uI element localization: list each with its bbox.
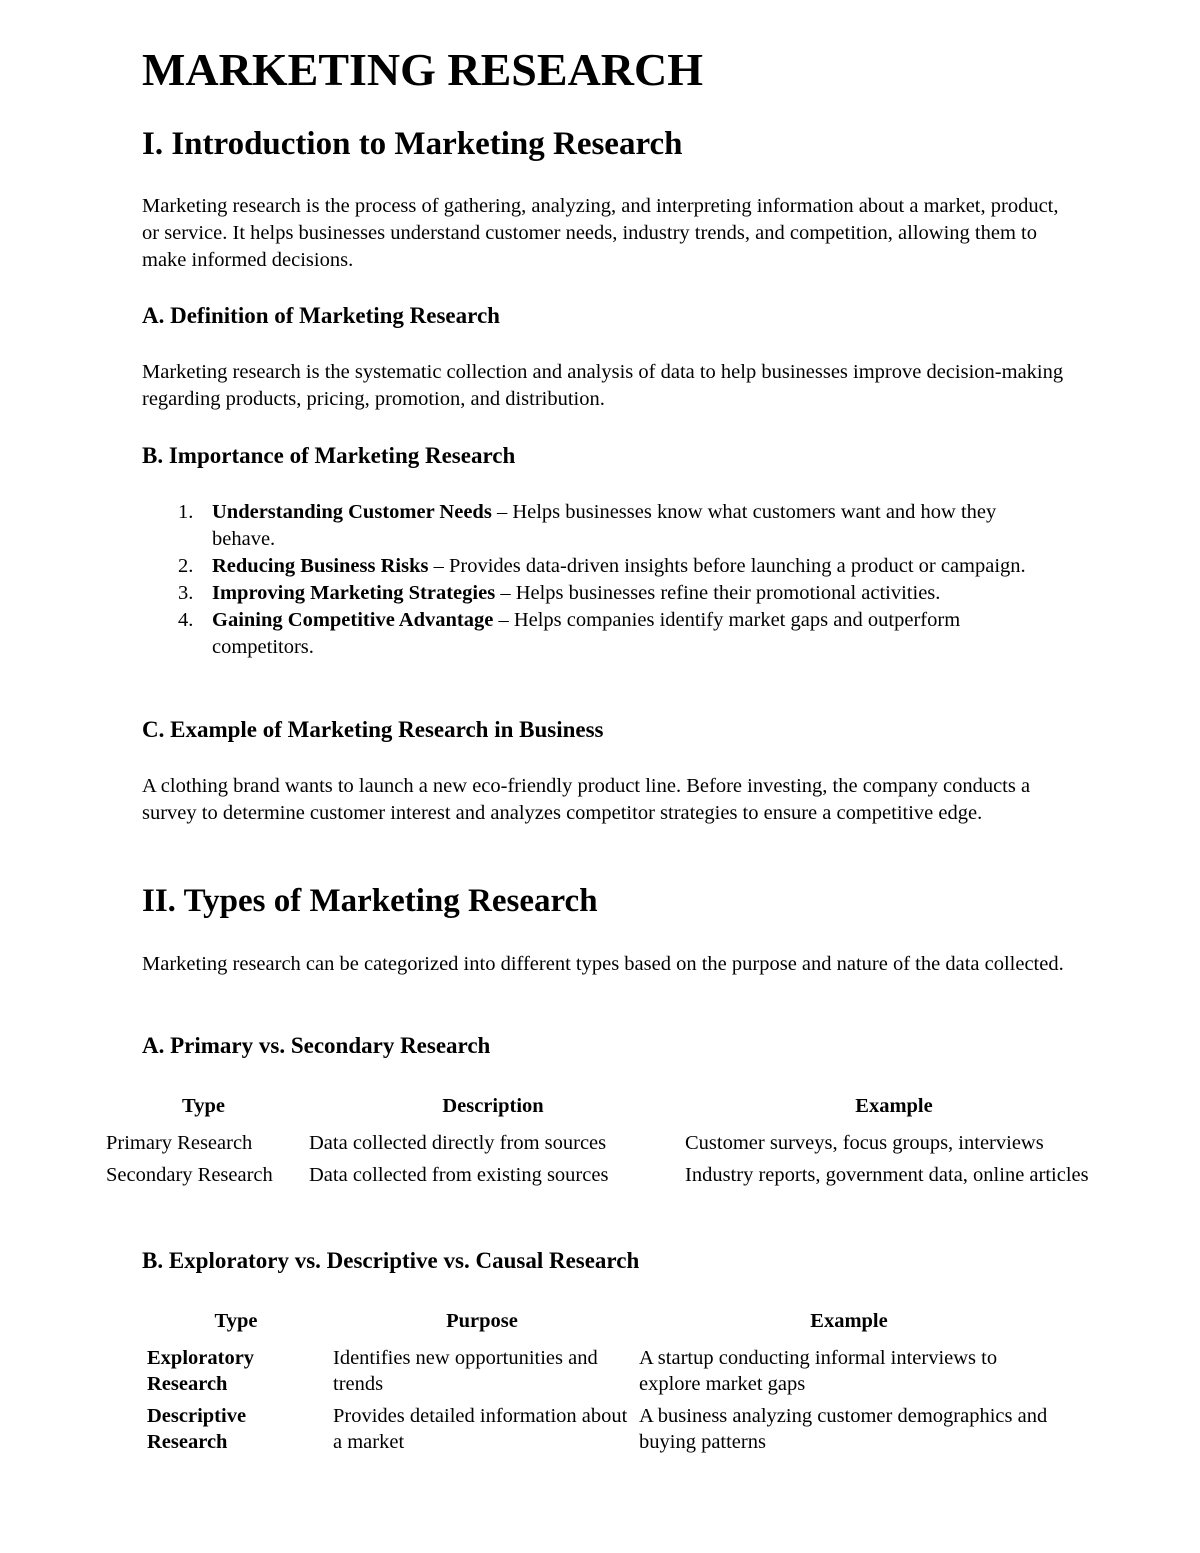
table-cell: A startup conducting informal interviews to explore market gaps (639, 1347, 998, 1395)
table-cell: Data collected directly from sources (309, 1132, 607, 1154)
list-item (142, 580, 1062, 607)
table-row (143, 1400, 1063, 1458)
list-term: Reducing Business Risks (212, 555, 429, 577)
column-header: Example (855, 1095, 933, 1117)
table-row (143, 1342, 1063, 1400)
subsection-a-heading: A. Definition of Marketing Research (142, 303, 500, 328)
column-header: Type (182, 1095, 225, 1117)
subsection-c-heading: C. Example of Marketing Research in Business (142, 717, 604, 742)
list-desc: – Provides data-driven insights before launching a product or campaign. (428, 555, 1026, 577)
list-number: 4. (178, 609, 194, 631)
column-header: Purpose (446, 1310, 518, 1332)
table-cell: Primary Research (106, 1132, 253, 1154)
table-cell: A business analyzing customer demographics and buying patterns (639, 1405, 1048, 1453)
list-desc: – Helps companies identify market gaps and outperform competitors. (212, 609, 961, 658)
list-term: Improving Marketing Strategies (212, 582, 496, 604)
subsection-b-heading: B. Importance of Marketing Research (142, 443, 516, 468)
table-header-row (143, 1308, 1063, 1342)
list-number: 3. (178, 582, 194, 604)
primary-secondary-table (102, 1093, 1107, 1191)
column-header: Description (442, 1095, 544, 1117)
list-item (142, 553, 1062, 580)
importance-list (142, 499, 1062, 661)
table-cell: Identifies new opportunities and trends (333, 1347, 598, 1395)
table-cell: Provides detailed information about a market (333, 1405, 628, 1453)
section-1-intro: Marketing research is the process of gathering, analyzing, and interpreting information about a market, product, or service. It helps businesses understand customer needs, industry trends, and competition, allowing them to make informed decisions. (142, 195, 1059, 271)
research-types-heading: B. Exploratory vs. Descriptive vs. Causal Research (142, 1248, 640, 1273)
table-cell: Data collected from existing sources (309, 1164, 609, 1186)
section-2-intro: Marketing research can be categorized into different types based on the purpose and nature of the data collected. (142, 953, 1064, 975)
table-cell: Descriptive Research (147, 1405, 247, 1453)
list-number: 2. (178, 555, 194, 577)
table-row (102, 1127, 1107, 1159)
section-1-heading: I. Introduction to Marketing Research (142, 126, 683, 162)
primary-secondary-heading: A. Primary vs. Secondary Research (142, 1033, 491, 1058)
column-header: Type (214, 1310, 258, 1332)
list-desc: – Helps businesses refine their promotional activities. (495, 582, 941, 604)
list-desc: – Helps businesses know what customers want and how they behave. (212, 501, 997, 550)
table-cell: Industry reports, government data, online articles (685, 1164, 1089, 1186)
list-item (142, 499, 1062, 553)
document-title: MARKETING RESEARCH (142, 44, 704, 95)
list-number: 1. (178, 501, 194, 523)
definition-paragraph: Marketing research is the systematic collection and analysis of data to help businesses improve decision-making regarding products, pricing, promotion, and distribution. (142, 361, 1064, 410)
table-cell: Exploratory Research (147, 1347, 255, 1395)
example-paragraph: A clothing brand wants to launch a new eco-friendly product line. Before investing, the company conducts a survey to determine customer interest and analyzes competitor strategies to ensure a competitive edge. (142, 775, 1031, 824)
column-header: Example (810, 1310, 888, 1332)
list-term: Understanding Customer Needs (212, 501, 492, 523)
table-cell: Secondary Research (106, 1164, 273, 1186)
list-item (142, 607, 1062, 661)
table-row (102, 1159, 1107, 1191)
table-cell: Customer surveys, focus groups, interviews (685, 1132, 1044, 1154)
table-header-row (102, 1093, 1107, 1127)
research-types-table (143, 1308, 1063, 1458)
list-term: Gaining Competitive Advantage (212, 609, 494, 631)
section-2-heading: II. Types of Marketing Research (142, 883, 598, 919)
